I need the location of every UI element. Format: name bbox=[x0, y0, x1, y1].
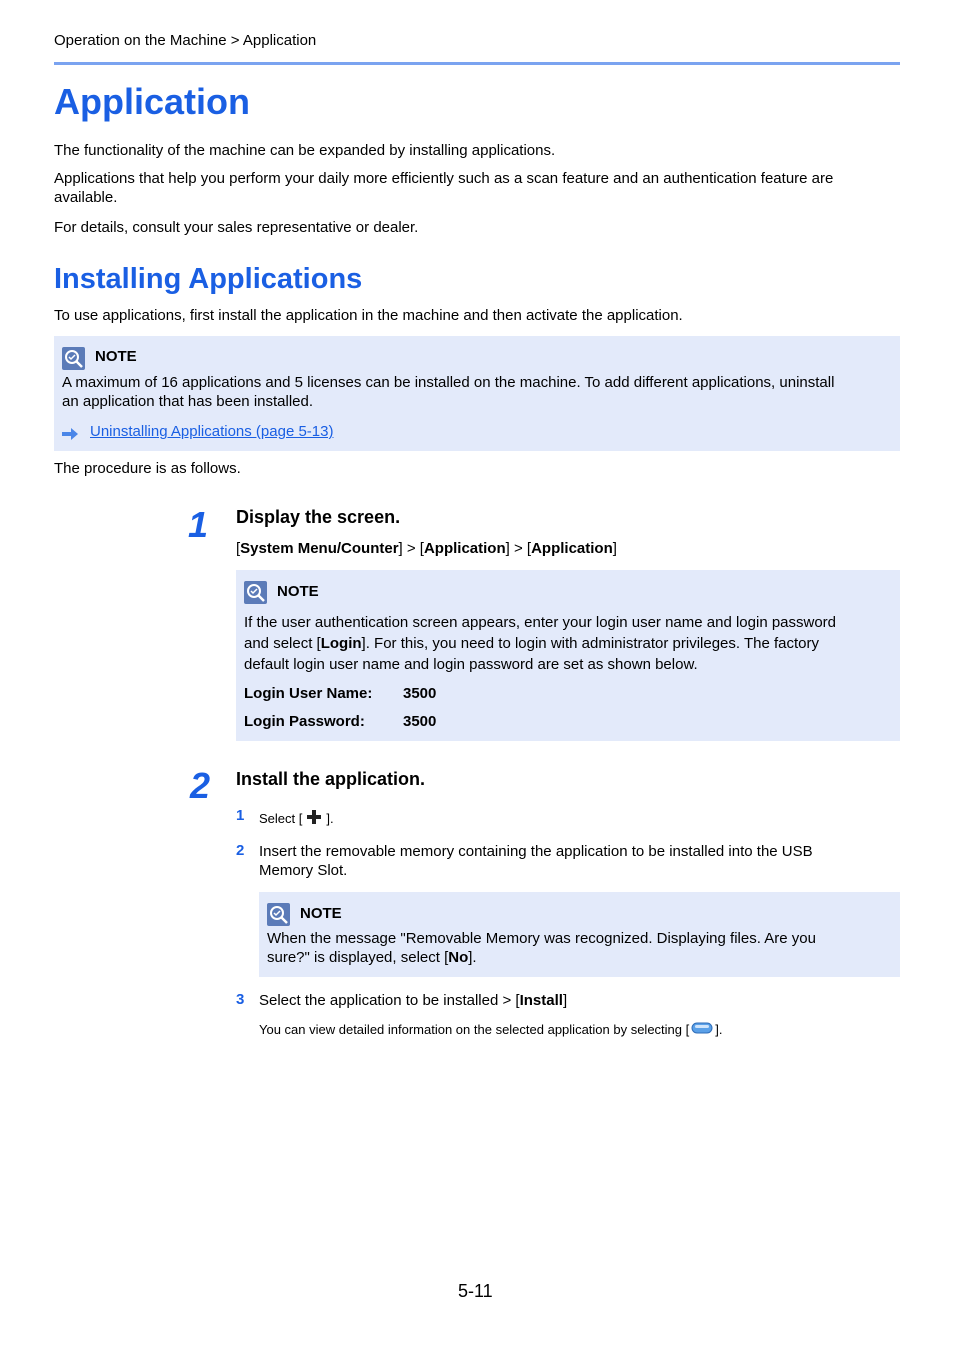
step-1-number: 1 bbox=[188, 504, 209, 545]
section-text: To use applications, first install the application in the machine and then activate the application. bbox=[54, 307, 683, 324]
note1-line2: an application that has been installed. bbox=[62, 393, 314, 410]
uninstall-link[interactable]: Uninstalling Applications (page 5-13) bbox=[90, 423, 334, 440]
substep-2-line1: Insert the removable memory containing the application to be installed into the USB bbox=[259, 843, 813, 860]
note3-line1: When the message "Removable Memory was recognized. Displaying files. Are you bbox=[267, 930, 816, 947]
page-title: Application bbox=[54, 81, 250, 122]
step-2-title: Install the application. bbox=[236, 769, 426, 789]
substep-2-line2: Memory Slot. bbox=[259, 862, 348, 879]
intro-p2-line2: available. bbox=[54, 189, 118, 206]
note2-line1: If the user authentication screen appears, enter your login user name and login password bbox=[244, 614, 837, 631]
section-title: Installing Applications bbox=[54, 263, 363, 295]
step-1-title: Display the screen. bbox=[236, 507, 401, 527]
substep-3-number: 3 bbox=[236, 991, 245, 1008]
note-label: NOTE bbox=[277, 583, 319, 600]
note3-line2: sure?" is displayed, select [No]. bbox=[267, 949, 477, 966]
intro-p2-line1: Applications that help you perform your daily more efficiently such as a scan feature and an authentication feature are bbox=[54, 170, 834, 187]
step-1-path: [System Menu/Counter] > [Application] > [Application] bbox=[236, 540, 617, 557]
login-user-label: Login User Name: bbox=[244, 685, 373, 702]
substep-2-number: 2 bbox=[236, 842, 245, 859]
page-number: 5-11 bbox=[458, 1281, 493, 1301]
note-box-1 bbox=[54, 336, 900, 451]
header-rule bbox=[54, 62, 900, 65]
login-password-value: 3500 bbox=[403, 713, 437, 730]
substep-3-detail: You can view detailed information on the selected application by selecting [ ]. bbox=[259, 1022, 723, 1037]
procedure-text: The procedure is as follows. bbox=[54, 460, 241, 477]
detail-icon bbox=[691, 1021, 713, 1038]
login-password-label: Login Password: bbox=[244, 713, 365, 730]
note-box-3 bbox=[259, 892, 900, 977]
substep-1-number: 1 bbox=[236, 807, 245, 824]
substep-1-text: Select [ ]. bbox=[259, 808, 334, 829]
note-icon bbox=[244, 581, 267, 604]
step-2-number: 2 bbox=[190, 765, 211, 806]
note-icon bbox=[267, 903, 290, 926]
note-box-2 bbox=[236, 570, 900, 741]
intro-p1: The functionality of the machine can be expanded by installing applications. bbox=[54, 142, 556, 159]
note-icon bbox=[62, 347, 85, 370]
login-user-value: 3500 bbox=[403, 685, 437, 702]
breadcrumb: Operation on the Machine > Application bbox=[54, 32, 317, 49]
arrow-link-icon bbox=[62, 427, 79, 446]
note-label: NOTE bbox=[95, 348, 137, 365]
note-label: NOTE bbox=[300, 905, 342, 922]
note2-line3: default login user name and login password are set as shown below. bbox=[244, 656, 698, 673]
intro-p3: For details, consult your sales representative or dealer. bbox=[54, 219, 419, 236]
note1-line1: A maximum of 16 applications and 5 licenses can be installed on the machine. To add different applications, uninstall bbox=[62, 374, 835, 391]
plus-icon bbox=[305, 808, 323, 829]
note2-line2: and select [Login]. For this, you need to login with administrator privileges. The factory bbox=[244, 635, 819, 652]
substep-3-text: Select the application to be installed > [Install] bbox=[259, 992, 568, 1009]
